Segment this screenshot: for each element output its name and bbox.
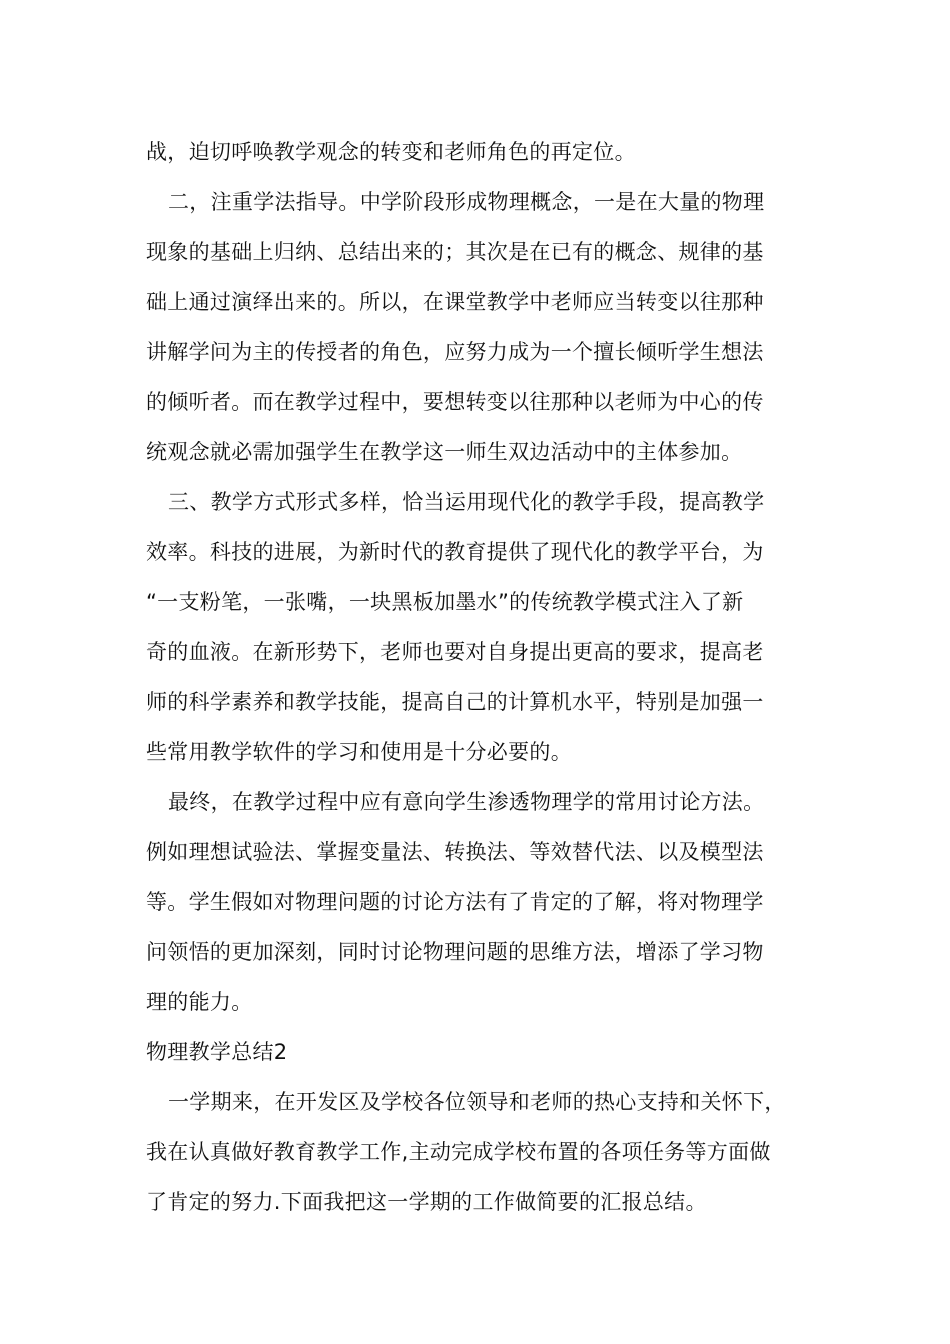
paragraph-line: 我在认真做好教育教学工作,主动完成学校布置的各项任务等方面做	[146, 1140, 771, 1164]
paragraph-line: “一支粉笔，一张嘴，一块黑板加墨水”的传统教学模式注入了新	[146, 590, 744, 614]
paragraph-line: 奇的血液。在新形势下，老师也要对自身提出更高的要求，提高老	[146, 640, 764, 664]
paragraph-line: 战，迫切呼唤教学观念的转变和老师角色的再定位。	[146, 140, 636, 164]
paragraph-line: 些常用教学软件的学习和使用是十分必要的。	[146, 740, 572, 764]
paragraph-line: 础上通过演绎出来的。所以，在课堂教学中老师应当转变以往那种	[146, 290, 764, 314]
paragraph-line: 最终，在教学过程中应有意向学生渗透物理学的常用讨论方法。	[168, 790, 765, 814]
paragraph-line: 三、教学方式形式多样，恰当运用现代化的教学手段，提高教学	[168, 490, 765, 514]
paragraph-line: 师的科学素养和教学技能，提高自己的计算机水平，特别是加强一	[146, 690, 764, 714]
paragraph-line: 现象的基础上归纳、总结出来的；其次是在已有的概念、规律的基	[146, 240, 764, 264]
paragraph-line: 例如理想试验法、掌握变量法、转换法、等效替代法、以及模型法	[146, 840, 764, 864]
paragraph-line: 理的能力。	[146, 990, 253, 1014]
paragraph-line: 二，注重学法指导。中学阶段形成物理概念，一是在大量的物理	[168, 190, 765, 214]
paragraph-line: 讲解学问为主的传授者的角色，应努力成为一个擅长倾听学生想法	[146, 340, 764, 364]
paragraph-line: 等。学生假如对物理问题的讨论方法有了肯定的了解，将对物理学	[146, 890, 764, 914]
paragraph-line: 效率。科技的进展，为新时代的教育提供了现代化的教学平台，为	[146, 540, 764, 564]
paragraph-line: 的倾听者。而在教学过程中，要想转变以往那种以老师为中心的传	[146, 390, 764, 414]
paragraph-line: 问领悟的更加深刻，同时讨论物理问题的思维方法，增添了学习物	[146, 940, 764, 964]
paragraph-line: 统观念就必需加强学生在教学这一师生双边活动中的主体参加。	[146, 440, 743, 464]
section-heading: 物理教学总结2	[146, 1040, 288, 1064]
paragraph-line: 了肯定的努力.下面我把这一学期的工作做简要的汇报总结。	[146, 1190, 707, 1214]
paragraph-line: 一学期来，在开发区及学校各位领导和老师的热心支持和关怀下，	[168, 1090, 786, 1114]
